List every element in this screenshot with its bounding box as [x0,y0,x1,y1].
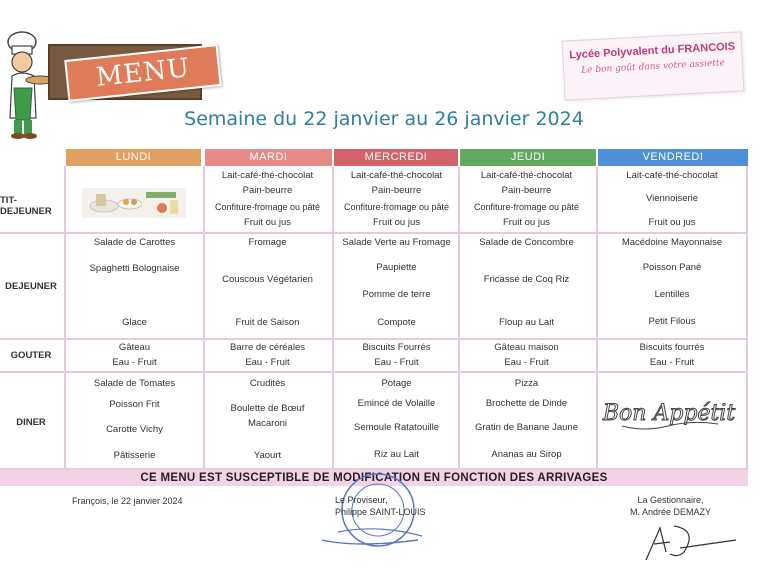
menu-item: Gâteau maison [494,342,559,353]
cell-gouter-jeudi [464,342,589,370]
menu-banner [44,40,204,100]
cell-petitdej-mardi [205,170,330,230]
bon-appetit-signature [602,390,736,436]
menu-item: Lentilles [654,289,690,300]
menu-item: Pain-beurre [501,185,552,196]
cell-petitdej-mercredi [334,170,459,230]
menu-item: Lait-café-thé-chocolat [221,170,314,181]
breakfast-photo [82,180,186,220]
cell-dejeuner-mercredi [334,237,459,337]
cell-diner-jeudi [464,378,589,468]
footer-date: François, le 22 janvier 2024 [72,496,183,506]
school-name: Lycée Polyvalent du FRANCOIS [569,40,736,62]
menu-item: Eau - Fruit [374,357,419,368]
menu-item: Eau - Fruit [504,357,549,368]
menu-item: Pâtisserie [113,450,156,461]
menu-item: Confiture-fromage ou pâté [343,202,450,212]
menu-item: Macédoine Mayonnaise [621,237,723,248]
gestionnaire-title: La Gestionnaire, [637,495,704,505]
cell-dejeuner-vendredi [598,237,746,337]
menu-item: Yaourt [253,450,282,461]
menu-item: Eau - Fruit [649,357,695,368]
menu-item: Viennoiserie [645,193,699,204]
menu-item: Potage [381,378,412,389]
school-slogan: Le bon goût dans votre assiette [580,58,726,76]
gestionnaire-signature-block [630,494,711,518]
menu-item: Pain-beurre [242,185,293,196]
menu-item: Salade de Carottes [93,237,176,248]
menu-item: Eau - Fruit [245,357,290,368]
menu-item: Gratin de Banane Jaune [475,422,578,433]
menu-item: Fruit ou jus [503,217,550,228]
menu-item: Biscuits fourrés [639,342,705,353]
cell-dejeuner-mardi [205,237,330,337]
day-header-mercredi: MERCREDI [334,149,458,166]
row-label-dejeuner: DEJEUNER [5,281,57,292]
menu-item: Spaghetti Bolognaise [89,263,180,274]
cell-gouter-vendredi [598,342,746,370]
menu-item: Lait-café-thé-chocolat [626,170,718,181]
menu-item: Confiture-fromage ou pâté [214,202,321,212]
cell-dejeuner-lundi [72,237,197,337]
menu-item: Confiture-fromage ou pâté [473,202,580,212]
cell-petitdej-jeudi [464,170,589,230]
proviseur-title: Le Proviseur, [335,495,388,505]
menu-item: Lait-café-thé-chocolat [480,170,573,181]
cell-petitdej-vendredi [598,170,746,230]
cell-dejeuner-jeudi [464,237,589,337]
menu-item: Poisson Frit [109,399,160,410]
cell-gouter-mercredi [334,342,459,370]
menu-item: Couscous Végétarien [222,274,313,285]
gestionnaire-name: M. Andrée DEMAZY [630,507,712,517]
menu-item: Fruit ou jus [244,217,291,228]
menu-item: Compote [377,317,416,328]
menu-item: Semoule Ratatouille [353,422,440,433]
handwritten-signature [640,518,740,566]
menu-item: Riz au Lait [374,449,419,460]
menu-item: Salade Verte au Fromage [342,237,451,248]
menu-item: Boulette de Bœuf [230,403,305,414]
menu-item: Fruit ou jus [648,217,696,228]
menu-item: Poisson Pané [642,262,702,273]
cell-diner-mercredi [334,378,459,468]
school-stamp [562,31,745,100]
menu-banner-text: MENU [64,44,222,102]
menu-item: Eau - Fruit [112,357,157,368]
menu-item: Fromage [248,237,287,248]
day-header-lundi: LUNDI [66,149,201,166]
cell-gouter-mardi [205,342,330,370]
menu-item: Glace [122,317,147,328]
menu-item: Pomme de terre [362,289,431,300]
menu-item: Biscuits Fourrés [362,342,431,353]
modification-notice: CE MENU EST SUSCEPTIBLE DE MODIFICATION EN FONCTION DES ARRIVAGES [0,470,748,486]
row-label-diner: DINER [16,417,46,428]
menu-item: Fruit ou jus [373,217,420,228]
cell-diner-lundi [72,378,197,468]
menu-item: Salade de Concombre [479,237,574,248]
menu-item: Fruit de Saison [235,317,300,328]
day-header-vendredi: VENDREDI [598,149,748,166]
week-title: Semaine du 22 janvier au 26 janvier 2024 [184,108,584,130]
menu-item: Floup au Lait [499,317,554,328]
bon-appetit-text: Bon Appétit [602,401,736,426]
proviseur-name: Philippe SAINT-LOUIS [335,507,426,517]
row-label-petit-dejeuner: TIT-DEJEUNER [0,195,52,217]
menu-item: Salade de Tomates [93,378,176,389]
cell-gouter-lundi [72,342,197,370]
menu-item: Petit Filous [648,316,696,327]
menu-item: Pizza [514,378,539,389]
row-label-gouter: GOUTER [10,350,52,361]
menu-item: Brochette de Dinde [485,398,568,409]
cell-diner-mardi [205,378,330,468]
menu-item: Gâteau [118,342,151,353]
menu-item: Emincé de Volaille [357,398,436,409]
menu-item: Macaroni [247,418,288,429]
menu-item: Carotte Vichy [106,424,163,435]
day-header-jeudi: JEUDI [460,149,596,166]
menu-item: Paupiette [376,262,417,273]
day-header-mardi: MARDI [205,149,332,166]
menu-item: Crudités [249,378,286,389]
menu-item: Pain-beurre [371,185,422,196]
proviseur-signature-block [335,494,426,518]
menu-item: Barre de céréales [230,342,305,353]
menu-item: Lait-café-thé-chocolat [350,170,443,181]
menu-item: Fricassé de Coq Riz [483,274,570,285]
menu-item: Ananas au Sirop [491,449,562,460]
